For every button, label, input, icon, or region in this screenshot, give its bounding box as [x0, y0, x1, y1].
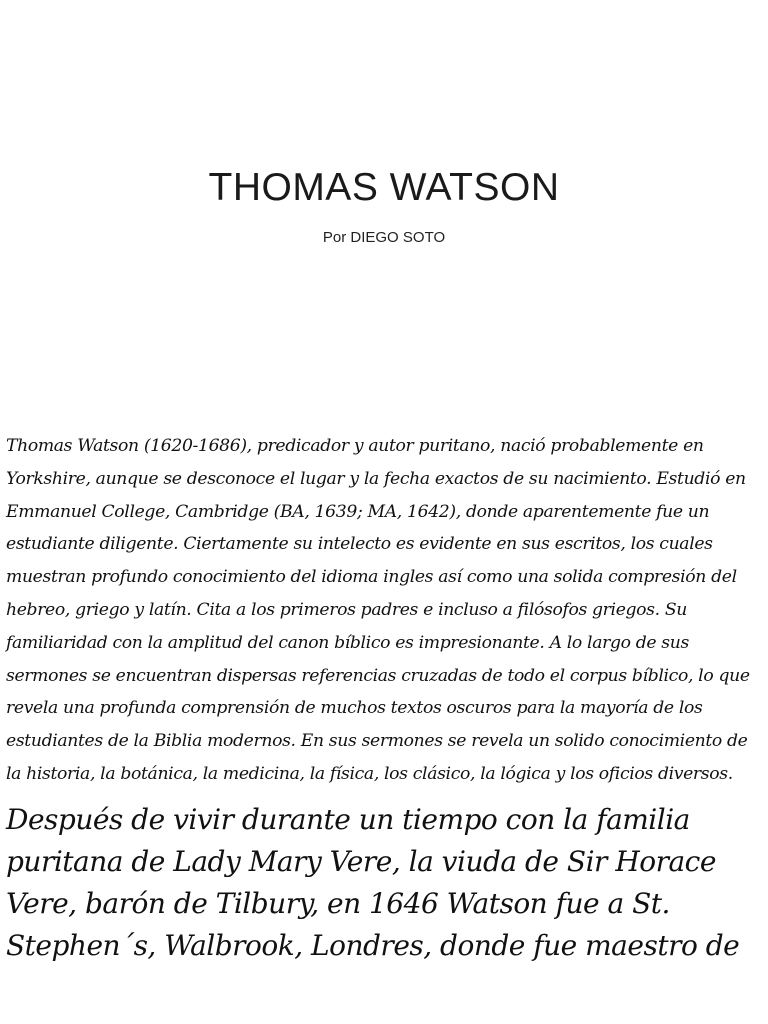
page-subtitle: Por DIEGO SOTO: [322, 229, 446, 246]
page-title: THOMAS WATSON: [208, 166, 560, 209]
body-text: [6, 430, 764, 967]
title-slide: [0, 0, 768, 400]
paragraph-biography: Thomas Watson (1620-1686), predicador y autor puritano, nació probablemente en Yorkshire, aunque se desconoce el lugar y la fecha exactos de su nacimiento. Estudió en Emmanuel College, Cambridge (BA, 1639; MA, 1642), donde aparentemente fue un estudiante diligente. Ciertamente su intelecto es evidente en sus escritos, los cuales muestran profundo conocimiento del idioma ingles así como una solida compresión del hebreo, griego y latín. Cita a los primeros padres e incluso a filósofos griegos. Su familiaridad con la amplitud del canon bíblico es impresionante. A lo largo de sus sermones se encuentran dispersas referencias cruzadas de todo el corpus bíblico, lo que revela una profunda comprensión de muchos textos oscuros para la mayoría de los estudiantes de la Biblia modernos. En sus sermones se revela un solido conocimiento de la historia, la botánica, la medicina, la física, los clásico, la lógica y los oficios diversos.: [6, 436, 750, 784]
paragraph-career: Después de vivir durante un tiempo con la familia puritana de Lady Mary Vere, la viuda de Sir Horace Vere, barón de Tilbury, en 1646 Watson fue a St. Stephen´s, Walbrook, Londres, donde fue maestro de: [6, 802, 740, 962]
